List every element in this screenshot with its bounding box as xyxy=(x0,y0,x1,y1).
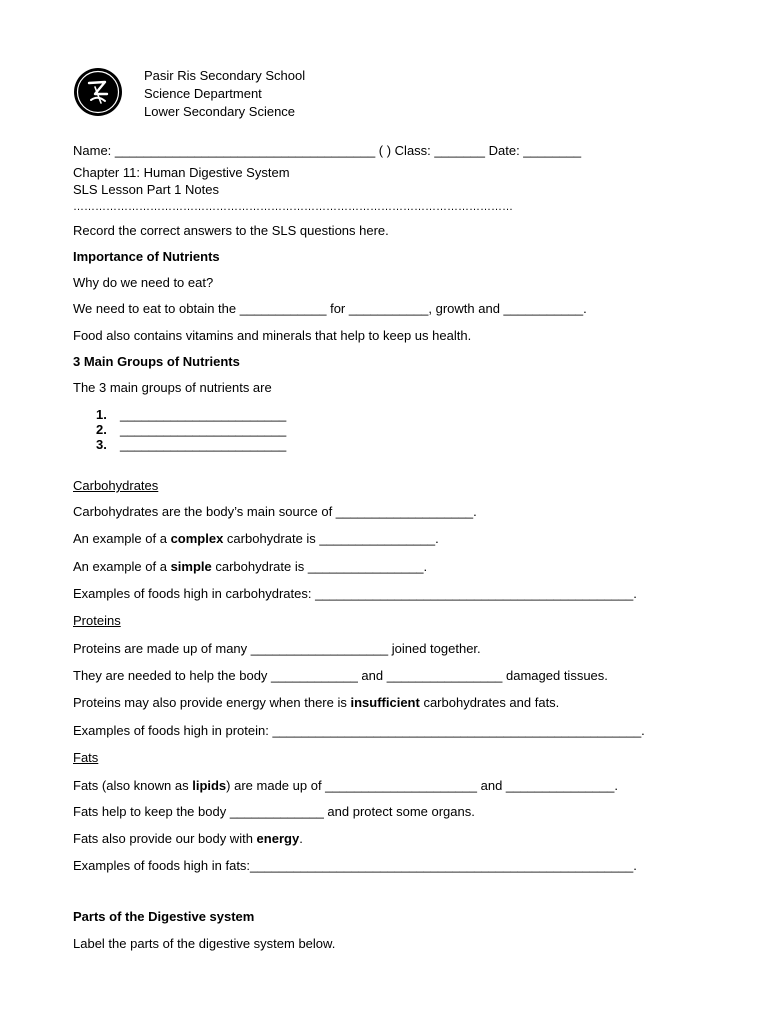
text-run: . xyxy=(299,831,303,846)
list-item[interactable] xyxy=(96,407,286,423)
fill-blank-line[interactable]: Examples of foods high in carbohydrates: ____________________________________________. xyxy=(73,586,637,601)
list-number: 3. xyxy=(96,437,107,452)
note-text: Food also contains vitamins and minerals that help to keep us health. xyxy=(73,328,472,343)
groups-intro: The 3 main groups of nutrients are xyxy=(73,380,272,395)
bold-term: complex xyxy=(170,531,224,546)
body-text xyxy=(73,831,303,847)
fill-blank-line[interactable]: They are needed to help the body ____________ and ________________ damaged tissues. xyxy=(73,668,608,683)
lesson-subtitle: SLS Lesson Part 1 Notes xyxy=(73,182,219,197)
fill-blank-line[interactable]: We need to eat to obtain the ____________ for ___________, growth and ___________. xyxy=(73,301,587,316)
chapter-title: Chapter 11: Human Digestive System xyxy=(73,165,290,180)
fill-blank-line[interactable] xyxy=(73,778,618,794)
name-class-date-field[interactable]: Name: ____________________________________ ( ) Class: _______ Date: ________ xyxy=(73,143,582,158)
question-text: Why do we need to eat? xyxy=(73,275,214,290)
fill-blank-line[interactable] xyxy=(73,531,439,547)
text-run[interactable]: carbohydrate is ________________. xyxy=(223,531,439,546)
bold-term: lipids xyxy=(192,778,227,793)
text-run: Proteins may also provide energy when there is xyxy=(73,695,351,710)
fill-blank-line[interactable]: Examples of foods high in fats:_____________________________________________________. xyxy=(73,858,637,873)
text-run: Fats also provide our body with xyxy=(73,831,257,846)
course-level: Lower Secondary Science xyxy=(144,104,296,119)
bold-term: energy xyxy=(256,831,300,846)
fill-blank-line[interactable] xyxy=(73,559,427,575)
school-name: Pasir Ris Secondary School xyxy=(144,68,306,83)
bold-term: simple xyxy=(170,559,212,574)
text-run: An example of a xyxy=(73,531,171,546)
section-heading-proteins: Proteins xyxy=(73,613,121,628)
list-number: 1. xyxy=(96,407,107,422)
department-name: Science Department xyxy=(144,86,262,101)
answer-blank[interactable]: _______________________ xyxy=(120,407,287,422)
section-heading-nutrients: Importance of Nutrients xyxy=(73,249,220,264)
text-run: carbohydrates and fats. xyxy=(419,695,560,710)
fill-blank-line[interactable]: Carbohydrates are the body’s main source of ___________________. xyxy=(73,504,477,519)
section-heading-groups: 3 Main Groups of Nutrients xyxy=(73,354,240,369)
answer-blank[interactable]: _______________________ xyxy=(120,422,287,437)
text-run: Fats (also known as xyxy=(73,778,193,793)
body-text xyxy=(73,695,559,711)
list-item[interactable] xyxy=(96,422,286,438)
text-run: An example of a xyxy=(73,559,171,574)
text-run[interactable]: carbohydrate is ________________. xyxy=(211,559,428,574)
section-heading-digestive: Parts of the Digestive system xyxy=(73,909,255,924)
section-heading-carbohydrates: Carbohydrates xyxy=(73,478,159,493)
instruction-text: Label the parts of the digestive system below. xyxy=(73,936,336,951)
text-run[interactable]: ) are made up of _____________________ and _______________. xyxy=(226,778,618,793)
fill-blank-line[interactable]: Examples of foods high in protein: ___________________________________________________. xyxy=(73,723,645,738)
fill-blank-line[interactable]: Fats help to keep the body _____________ and protect some organs. xyxy=(73,804,475,819)
instruction-text: Record the correct answers to the SLS questions here. xyxy=(73,223,389,238)
fill-blank-line[interactable]: Proteins are made up of many ___________________ joined together. xyxy=(73,641,481,656)
list-item[interactable] xyxy=(96,437,286,453)
section-heading-fats: Fats xyxy=(73,750,99,765)
dotted-divider: ………………………………………………………………………………………………………… xyxy=(73,201,513,213)
bold-term: insufficient xyxy=(350,695,420,710)
list-number: 2. xyxy=(96,422,107,437)
answer-blank[interactable]: _______________________ xyxy=(120,437,287,452)
school-crest-icon xyxy=(73,67,123,117)
